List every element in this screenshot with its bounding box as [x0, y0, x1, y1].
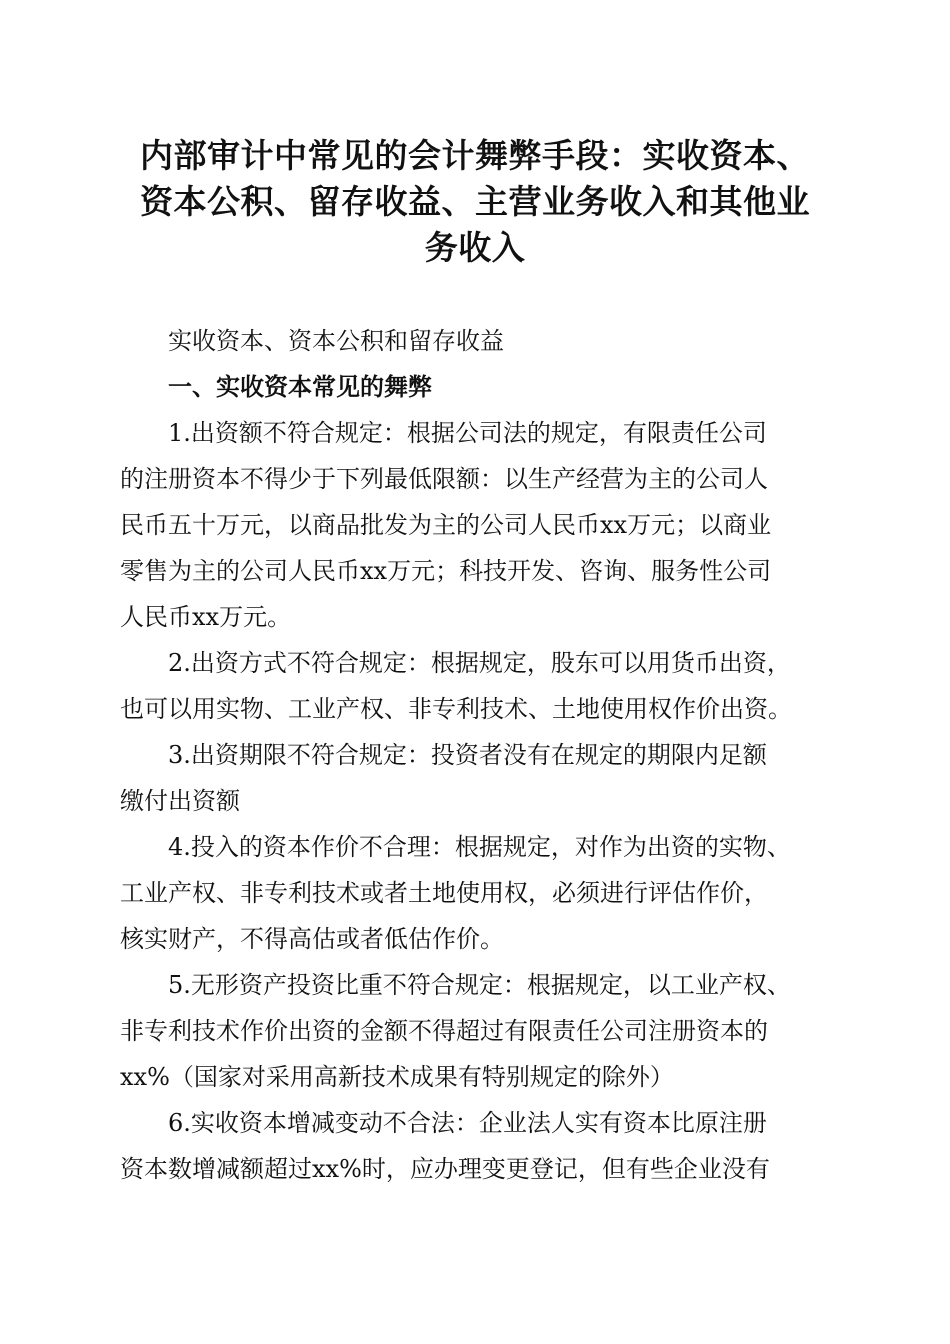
item-1-line-2: 的注册资本不得少于下列最低限额：以生产经营为主的公司人 [120, 465, 768, 493]
item-6-line-2: 资本数增减额超过xx%时，应办理变更登记，但有些企业没有 [120, 1155, 770, 1183]
item-4-line-1: 4.投入的资本作价不合理：根据规定，对作为出资的实物、 [168, 833, 791, 861]
item-1-line-1: 1.出资额不符合规定：根据公司法的规定，有限责任公司 [168, 419, 767, 447]
item-1-line-3: 民币五十万元，以商品批发为主的公司人民币xx万元；以商业 [120, 511, 772, 539]
item-1-paragraph [120, 410, 840, 640]
document-body [120, 318, 840, 1192]
item-6-paragraph [120, 1100, 840, 1192]
section-heading: 一、实收资本常见的舞弊 [168, 373, 432, 401]
item-5-line-3: xx%（国家对采用高新技术成果有特别规定的除外） [120, 1063, 674, 1091]
item-4-line-3: 核实财产，不得高估或者低估作价。 [120, 925, 504, 953]
item-1-line-5: 人民币xx万元。 [120, 603, 292, 631]
title-line-1: 内部审计中常见的会计舞弊手段：实收资本、 [140, 136, 810, 175]
item-5-line-2: 非专利技术作价出资的金额不得超过有限责任公司注册资本的 [120, 1017, 768, 1045]
item-3-paragraph [120, 732, 840, 824]
item-5-line-1: 5.无形资产投资比重不符合规定：根据规定，以工业产权、 [168, 971, 791, 999]
item-3-line-2: 缴付出资额 [120, 787, 240, 815]
intro-paragraph: 实收资本、资本公积和留存收益 [168, 327, 504, 355]
item-2-paragraph [120, 640, 840, 732]
title-line-2: 资本公积、留存收益、主营业务收入和其他业 [140, 182, 810, 221]
item-4-paragraph [120, 824, 840, 962]
item-2-line-1: 2.出资方式不符合规定：根据规定，股东可以用货币出资， [168, 649, 791, 677]
item-5-paragraph [120, 962, 840, 1100]
document-title [100, 133, 850, 271]
item-1-line-4: 零售为主的公司人民币xx万元；科技开发、咨询、服务性公司 [120, 557, 772, 585]
item-3-line-1: 3.出资期限不符合规定：投资者没有在规定的期限内足额 [168, 741, 767, 769]
item-4-line-2: 工业产权、非专利技术或者土地使用权，必须进行评估作价， [120, 879, 768, 907]
item-2-line-2: 也可以用实物、工业产权、非专利技术、土地使用权作价出资。 [120, 695, 792, 723]
title-line-3: 务收入 [424, 228, 526, 267]
item-6-line-1: 6.实收资本增减变动不合法：企业法人实有资本比原注册 [168, 1109, 767, 1137]
